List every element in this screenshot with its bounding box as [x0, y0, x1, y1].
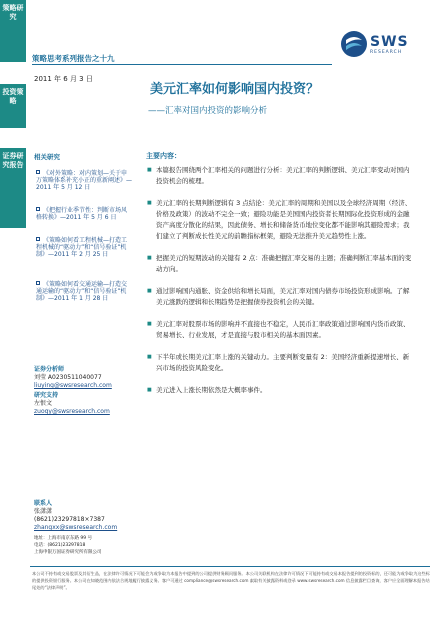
logo-globe-icon — [340, 30, 368, 58]
analyst-name: 刘莹 A0230511040077 — [34, 374, 102, 381]
contact-tel: 电话：(8621)23297818 — [34, 543, 86, 548]
logo-text: SWS — [370, 34, 409, 50]
contact-email[interactable]: zhangxx@swsresearch.com — [34, 524, 118, 531]
contact-phone: (8621)23297818×7387 — [34, 516, 105, 523]
report-series: 策略思考系列报告之十九 — [32, 54, 115, 63]
analyst-email[interactable]: liuying@swsresearch.com — [34, 382, 112, 389]
tag-investment-strategy: 投资策略 — [0, 84, 26, 128]
support-heading: 研究支持 — [34, 392, 59, 399]
report-title: 美元汇率如何影响国内投资？ — [150, 82, 320, 97]
contact-address: 地址：上海市南京东路 99 号 — [34, 536, 93, 541]
footer-divider — [30, 566, 430, 567]
related-item[interactable]: 《策略如何看交通运输—打造交通运输的“驱动力”和“信号验证”机制》—2011 年 1 月 28 日 — [36, 281, 128, 303]
contact-heading: 联系人 — [34, 500, 53, 507]
contact-company: 上海申银万国证券研究所有限公司 — [34, 550, 102, 555]
list-item: ■ 美元进入上涨长期依然是大概率事件。 — [147, 385, 415, 396]
header-divider — [32, 64, 332, 65]
summary-list — [147, 165, 415, 407]
support-email[interactable]: zuoqy@swsresearch.com — [34, 408, 110, 415]
related-heading: 相关研究 — [34, 153, 60, 161]
list-item: ■ 把握美元的短期波动的关键有 2 点：准确把握汇率交易的主题；准确判断汇率基本面的变动方向。 — [147, 253, 415, 275]
main-heading: 主要内容： — [146, 152, 181, 160]
logo-subtext: RESEARCH — [370, 50, 403, 55]
list-item: ■ 通过影响国内通胀、资金供给和增长局面，美元汇率对国内债券市场投资形成影响。了解美元涨跌的逻辑和长期趋势是把握债券投资机会的关键。 — [147, 286, 415, 308]
list-item: ■ 美元汇率的长期判断逻辑有 3 点结论：美元汇率的周期和美国以及全球经济周期（经济、价格及政策）的波动不完全一致；避险功能是美国国内投资者长期国际化投资形成的金融资产高度分散化的结果，因此债务、增长和储备货币地位变化都不能影响其避险需求；我们建立了判断成长性美元的前瞻指标框架，避险无法推升美元趋势性上涨。 — [147, 198, 415, 242]
analyst-heading: 证券分析师 — [34, 366, 65, 373]
company-logo — [340, 28, 430, 64]
related-item[interactable]: 《把握行业季节性：判断市场风格转换》—2011 年 5 月 6 日 — [36, 207, 128, 222]
list-item: ■ 本篇报告围绕两个汇率相关的问题进行分析：美元汇率的判断逻辑、美元汇率变动对国内投资机会的梳理。 — [147, 165, 415, 187]
list-item: ■ 下半年或长期美元汇率上涨的关键动力。主要判断变量有 2：美国经济重新提速增长、新兴市场的投资风险变化。 — [147, 352, 415, 374]
contact-name: 张潇潇 — [34, 508, 53, 515]
report-date: 2011 年 6 月 3 日 — [34, 75, 93, 83]
list-item: ■ 美元汇率对股票市场的影响并不直接也不稳定，人民币汇率政策通过影响国内货币政策、贸易增长、行业发展，才是直接与股市相关的基本面因素。 — [147, 319, 415, 341]
tag-securities-report: 证券研究报告 — [0, 148, 26, 228]
support-name: 左恨文 — [34, 400, 53, 407]
related-item[interactable]: 《对外策略：对内策划—关于申万策略体系补充小正的重新阐述》—2011 年 5 月 12 日 — [36, 170, 133, 192]
tag-strategy-research: 策略研究 — [0, 0, 26, 62]
sidebar-strip — [0, 0, 26, 620]
report-subtitle: ——汇率对国内投资的影响分析 — [148, 106, 268, 116]
related-item[interactable]: 《策略如何看工程机械—打造工程机械的“驱动力”和“信号验证”机制》—2011 年 2 月 25 日 — [36, 237, 128, 259]
disclaimer: 本公司不持有或交易股票及其衍生品，在法律许可情况下可能会为或争取为本报告中提到的公司提供财务顾问服务。本公司关联机构在法律许可情况下可能持有或交易本报告提到的投资标的，还可能为或争取为这些标的提供投资银行服务。本公司在知晓范围内依法合规地履行披露义务。客户可通过 compliance@swsresearch.com 索取有关披露资料或登录 www.swsresearch.com 信息披露栏目查询，客户应全面理解本报告结尾处的“法律声明”。 — [32, 571, 430, 590]
